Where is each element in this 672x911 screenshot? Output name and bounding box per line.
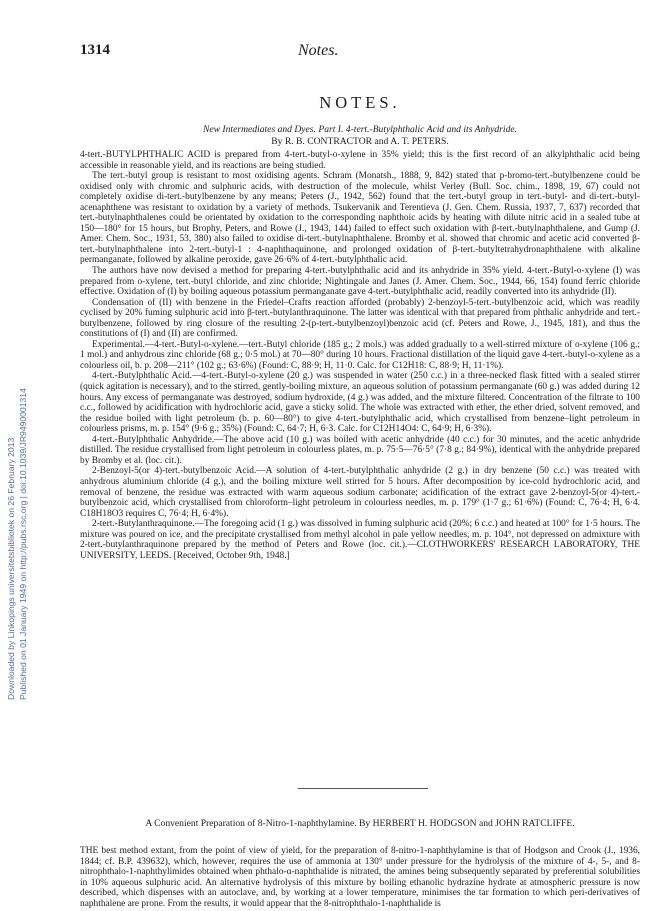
paragraph: Condensation of (II) with benzene in the Friedel–Crafts reaction afforded (probably) 2-benzoyl-5-tert.-butylbenzoic acid, which was readily cyclised by 20% fuming sulphuric acid into β-tert.-butylanthraquinone. The latter was identical with that prepared from phthalic anhydride and tert.-butylbenzene, followed by ring closure of the resulting 2-(p-tert.-butylbenzoyl)benzoic acid (cf. Peters and Rowe, J., 1945, 181), and thus the constitutions of (I) and (II) are confirmed. [80, 297, 640, 340]
paragraph: 4-tert.-Butylphthalic Acid.—4-tert.-Butyl-o-xylene (20 g.) was suspended in water (250 c.c.) in a three-necked flask fitted with a sealed stirrer (quick agitation is necessary), and to the stirred, gently-boiling mixture, an aqueous solution of potassium permanganate (60 g.) was added during 12 hours. Any excess of permanganate was destroyed, sodium hydroxide, (4 g.) was added, and the mixture filtered. Concentration of the filtrate to 100 c.c., followed by acidification with hydrochloric acid, gave a sticky solid. The whole was extracted with ether, the ether dried, solvent removed, and the residue boiled with light petroleum (b. p. 60—80°) to give 4-tert.-butylphthalic acid, which crystallised from benzene–light petroleum in colourless prisms, m. p. 154° (9·6 g.; 35%) (Found: C, 64·7; H, 6·3. Calc. for C12H14O4: C, 64·9; H, 6·3%). [80, 371, 640, 435]
article-2-title: A Convenient Preparation of 8-Nitro-1-naphthylamine. By HERBERT H. HODGSON and JOHN RATCLIFFE. [145, 818, 575, 829]
article-1-title: New Intermediates and Dyes. Part I. 4-tert.-Butylphthalic Acid and its Anhydride. [202, 124, 518, 135]
article-2-body [80, 846, 640, 909]
paragraph: 2-Benzoyl-5(or 4)-tert.-butylbenzoic Acid.—A solution of 4-tert.-butylphthalic anhydride (2 g.) in dry benzene (50 c.c.) was treated with anhydrous aluminium chloride (4 g.), and the boiling mixture well stirred for 5 hours. After decomposition by ice-cold hydrochloric acid, and removal of benzene, the residue was extracted with warm aqueous sodium carbonate; acidification of the extract gave 2-benzoyl-5(or 4)-tert.-butylbenzoic acid, which crystallised from chloroform–light petroleum in colourless needles, m. p. 179° (1·7 g.; 61·6%) (Found: C, 76·4; H, 6·4. C18H18O3 requires C, 76·4; H, 6·4%). [80, 466, 640, 519]
running-title: Notes. [298, 42, 339, 59]
paragraph: 2-tert.-Butylanthraquinone.—The foregoing acid (1 g.) was dissolved in fuming sulphuric acid (20%; 6 c.c.) and heated at 100° for 1·5 hours. The mixture was poured on ice, and the precipitate crystallised from methyl alcohol in pale yellow needles, m. p. 104°, not depressed on admixture with 2-tert.-butylanthraquinone prepared by the method of Peters and Rowe (loc. cit.).—CLOTHWORKERS' RESEARCH LABORATORY, THE UNIVERSITY, LEEDS. [Received, October 9th, 1948.] [80, 519, 640, 561]
paragraph: 4-tert.-Butylphthalic Anhydride.—The above acid (10 g.) was boiled with acetic anhydride (40 c.c.) for 30 minutes, and the acetic anhydride distilled. The residue crystallised from light petroleum in colourless plates, m. p. 75·5—76·5° (7·8 g.; 84·9%), identical with the anhydride prepared by Bromby et al. (loc. cit.). [80, 434, 640, 466]
paragraph: 4-tert.-BUTYLPHTHALIC ACID is prepared from 4-tert.-butyl-o-xylene in 35% yield; this is the first record of an alkylphthalic acid being accessible in reasonable yield, and its reactions are being studied. [80, 150, 640, 171]
paragraph: The authors have now devised a method for preparing 4-tert.-butylphthalic acid and its anhydride in 35% yield. 4-tert.-Butyl-o-xylene (I) was prepared from o-xylene, tert.-butyl chloride, and zinc chloride; Nightingale and Janes (J. Amer. Chem. Soc., 1944, 66, 154) found ferric chloride effective. Oxidation of (I) by boiling aqueous potassium permanganate gave 4-tert.-butylphthalic acid, readily converted into its anhydride (II). [80, 266, 640, 298]
section-title: NOTES. [319, 93, 401, 112]
paragraph: THE best method extant, from the point of view of yield, for the preparation of 8-nitro-1-naphthylamine is that of Hodgson and Crook (J., 1936, 1844; cf. B.P. 439632), which, however, requires the use of ammonia at 130° under pressure for the hydrolysis of the mixture of 4-, 5-, and 8-nitrophthalo-1-naphthylimides obtained when phthalo-α-naphthalide is nitrated, the amines being subsequently separated by preferential solubilities in 10% aqueous sulphuric acid. An alternative hydrolysis of this mixture by boiling ethanolic hydrazine hydrate at atmospheric pressure is now described, which dispenses with an autoclave, and, by working at a lower temperature, minimises the tar formation to which peri-derivatives of naphthalene are prone. From the results, it would appear that the 8-nitrophthalo-1-naphthalide is [80, 846, 640, 909]
publication-notice: Published on 01 January 1949 on http://pubs.rsc.org | doi:10.1039/JR9490001314 [18, 388, 28, 700]
paragraph: The tert.-butyl group is resistant to most oxidising agents. Schram (Monatsh., 1888, 9, 842) stated that p-bromo-tert.-butylbenzene could be oxidised only with chromic and sulphuric acids, with destruction of the molecule, whilst Verley (Bull. Soc. chim., 1898, 19, 67) could not completely oxidise di-tert.-butylbenzene by any means; Peters (J., 1942, 562) found that the tert.-butyl group in tert.-butyl- and di-tert.-butyl-acenaphthene was resistant to oxidation by a variety of methods. Tsukervanik and Terentieva (J. Gen. Chem. Russia, 1937, 7, 637) recorded that tert.-butylnaphthalenes could be orientated by oxidation to the corresponding naphthoic acids by heating with dilute nitric acid in a sealed tube at 150—180° for 15 hours, but Brophy, Peters, and Rowe (J., 1943, 144) failed to effect such oxidation with β-tert.-butylnaphthalene, and Gump (J. Amer. Chem. Soc., 1931, 53, 380) also failed to oxidise di-tert.-butylnaphthalene. Bromby et al. showed that chromic and acetic acid converted β-tert.-butylnaphthalene into 2-tert.-butyl-1 : 4-naphthaquinone, and prolonged oxidation of β-tert.-butyltetrahydronaphthalene with alkaline permanganate, followed by alkaline peroxide, gave 26·6% of 4-tert.-butylphthalic acid. [80, 171, 640, 266]
article-1-heading [80, 124, 640, 148]
page-number: 1314 [80, 42, 110, 58]
page-header [80, 42, 640, 64]
article-divider [298, 788, 428, 789]
article-1-byline: By R. B. CONTRACTOR and A. T. PETERS. [271, 136, 449, 147]
download-notice: Downloaded by Linkopings universitetsbibliotek on 26 February 2013 [6, 437, 16, 700]
article-1-body [80, 150, 640, 561]
download-watermark [4, 120, 28, 700]
paragraph: Experimental.—4-tert.-Butyl-o-xylene.—tert.-Butyl chloride (185 g.; 2 mols.) was added gradually to a well-stirred mixture of o-xylene (106 g.; 1 mol.) and anhydrous zinc chloride (68 g.; 0·5 mol.) at 70—80° during 10 hours. Fractional distillation of the liquid gave 4-tert.-butyl-o-xylene as a colourless oil, b. p. 208—211° (102 g.; 63·6%) (Found: C, 88·9; H, 11·0. Calc. for C12H18: C, 88·9; H, 11·1%). [80, 339, 640, 371]
